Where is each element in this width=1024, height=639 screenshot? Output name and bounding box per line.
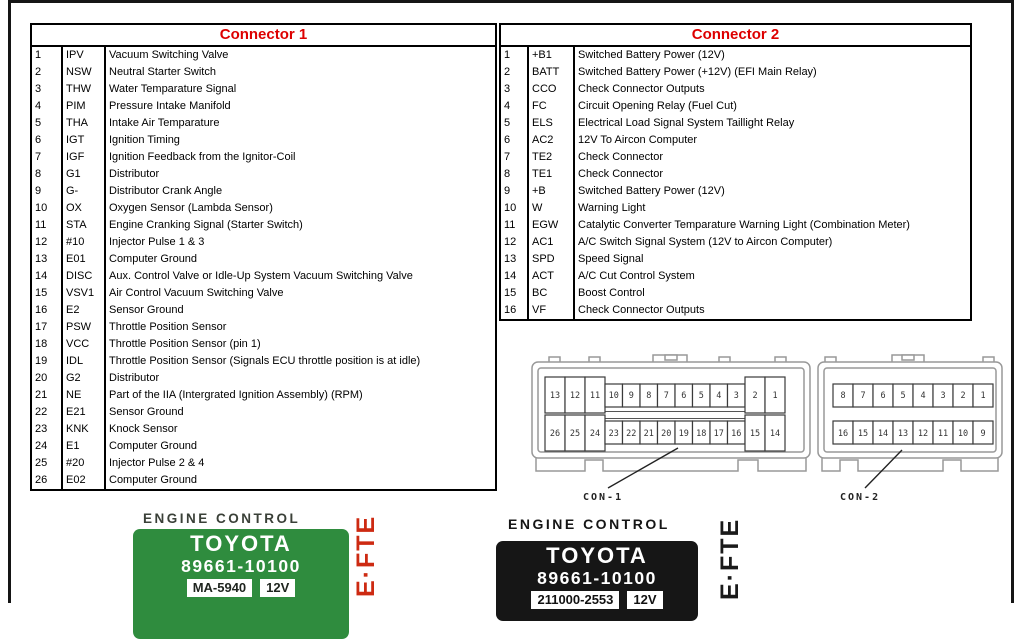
con2-label: CON-2 [840,492,881,503]
connector2-signal-description: Boost Control [578,287,645,299]
connector1-pin-number: 17 [31,319,62,336]
connector1-pin-number: 13 [31,251,62,268]
connector2-signal-description: Check Connector Outputs [578,83,705,95]
connector1-signal-description: Air Control Vacuum Switching Valve [109,287,284,299]
con1-pin-number: 17 [713,429,724,439]
connector1-pin-number: 15 [31,285,62,302]
con2-pin-number: 11 [937,429,949,439]
connector2-pin-number: 6 [500,132,528,149]
con2-pin-number: 9 [980,429,986,439]
connector2-row [500,132,971,149]
connector1-pin-number: 26 [31,472,62,490]
connector1-title: Connector 1 [31,24,496,46]
connector1-row [31,302,496,319]
connector2-pin-number: 12 [500,234,528,251]
connector1-pin-number: 10 [31,200,62,217]
con2-pin-number: 5 [900,391,906,401]
connector1-pin-number: 6 [31,132,62,149]
con1-pin-number: 5 [698,391,704,401]
connector2-row [500,166,971,183]
connector1-signal-code: KNK [62,421,105,438]
connector2-signal-description: Speed Signal [578,253,644,265]
connector2-signal-description: Switched Battery Power (+12V) (EFI Main Relay) [578,66,817,78]
connector2-signal-code: W [528,200,574,217]
connector1-signal-description: Injector Pulse 1 & 3 [109,236,205,248]
connector1-signal-description: Knock Sensor [109,423,178,435]
ecu-right-box [496,541,698,621]
connector2-pin-number: 13 [500,251,528,268]
connector2-row [500,302,971,320]
connector2-signal-code: TE2 [528,149,574,166]
connector1-pin-number: 12 [31,234,62,251]
con2-pin-number: 16 [837,429,849,439]
connector2-pin-number: 10 [500,200,528,217]
connector2-pin-number: 2 [500,64,528,81]
connector1-signal-description: Pressure Intake Manifold [109,100,231,112]
connector2-row [500,46,971,64]
ecu-right-heading: ENGINE CONTROL [508,516,670,532]
connector1-signal-description: Distributor Crank Angle [109,185,223,197]
connector1-signal-code: #20 [62,455,105,472]
connector1-signal-description: Throttle Position Sensor (pin 1) [109,338,261,350]
con1-pin-number: 13 [549,391,561,401]
connector1-signal-description: Part of the IIA (Intergrated Ignition Assembly) (RPM) [109,389,363,401]
connector1-row [31,183,496,200]
connector1-row [31,455,496,472]
connector2-signal-code: ELS [528,115,574,132]
connector1-row [31,336,496,353]
connector1-signal-description: Oxygen Sensor (Lambda Sensor) [109,202,273,214]
ecu-left-heading: ENGINE CONTROL [143,511,301,526]
connector2-signal-description: Warning Light [578,202,646,214]
connector1-signal-description: Computer Ground [109,440,198,452]
con1-pin-number: 24 [589,429,601,439]
connector2-signal-code: +B1 [528,46,574,64]
connector1-signal-code: E21 [62,404,105,421]
con2-pin-number: 15 [857,429,869,439]
ecu-left-sub-model: MA-5940 [187,579,252,597]
ecu-right-brand: TOYOTA [546,543,648,568]
con2-pin-number: 2 [960,391,966,401]
con1-pin-number: 18 [696,429,707,439]
connector2-row [500,115,971,132]
connector1-row [31,46,496,64]
connector1-signal-description: Throttle Position Sensor (Signals ECU throttle position is at idle) [109,355,421,367]
connector1-signal-code: E01 [62,251,105,268]
connector1-signal-description: Computer Ground [109,253,198,265]
connector1-signal-description: Vacuum Switching Valve [109,49,229,61]
con2-pin-number: 10 [957,429,969,439]
connector2-row [500,268,971,285]
ecu-left-part-number: 89661-10100 [181,556,301,576]
con1-pin-number: 26 [549,429,561,439]
connector1-signal-description: Intake Air Temparature [109,117,220,129]
connector1-row [31,132,496,149]
con2-pin-number: 14 [877,429,889,439]
connector1-signal-description: Distributor [109,372,160,384]
connector1-row [31,166,496,183]
connector1-signal-code: NE [62,387,105,404]
connector1-pin-number: 23 [31,421,62,438]
connector1-signal-description: Throttle Position Sensor [109,321,227,333]
con2-pin-number: 7 [860,391,866,401]
con1-pin-number: 19 [678,429,689,439]
connector2-row [500,285,971,302]
con2-pin-number: 3 [940,391,946,401]
connector1-row [31,200,496,217]
con2-pin-number: 8 [840,391,846,401]
connector1-row [31,268,496,285]
connector1-pin-number: 22 [31,404,62,421]
connector1-pin-number: 9 [31,183,62,200]
ecu-left-side-code: E·FTE [352,514,380,597]
connector2-signal-description: Catalytic Converter Temparature Warning Light (Combination Meter) [578,219,910,231]
ecu-right-part-number: 89661-10100 [537,568,657,588]
connector1-signal-description: Ignition Timing [109,134,180,146]
ecu-right-sub-voltage: 12V [627,591,662,609]
connector1-row [31,353,496,370]
connector1-row [31,217,496,234]
con2-pin-number: 13 [897,429,909,439]
con2-pin-number: 12 [917,429,929,439]
connector1-signal-description: Computer Ground [109,474,198,486]
ecu-left-box [133,529,349,639]
connector1-pin-number: 7 [31,149,62,166]
connector1-row [31,370,496,387]
connector1-signal-code: G1 [62,166,105,183]
connector1-pin-number: 16 [31,302,62,319]
con2-pin-number: 6 [880,391,886,401]
connector2-signal-code: FC [528,98,574,115]
connector2-row [500,81,971,98]
connector1-signal-code: IDL [62,353,105,370]
connector1-row [31,149,496,166]
ecu-right-side-code: E·FTE [716,517,744,600]
connector2-signal-code: ACT [528,268,574,285]
connector1-signal-code: G2 [62,370,105,387]
connector2-signal-description: Check Connector Outputs [578,304,705,316]
connector1-row [31,81,496,98]
connector2-signal-code: BATT [528,64,574,81]
connector1-row [31,438,496,455]
connector2-row [500,234,971,251]
con1-pin-number: 25 [569,429,581,439]
connector1-signal-code: VSV1 [62,285,105,302]
con1-pin-number: 12 [569,391,581,401]
connector1-pin-number: 24 [31,438,62,455]
connector2-signal-code: BC [528,285,574,302]
connector2-row [500,251,971,268]
ecu-right-sub-model: 211000-2553 [531,591,619,609]
connector1-signal-description: Neutral Starter Switch [109,66,216,78]
connector1-signal-description: Ignition Feedback from the Ignitor-Coil [109,151,296,163]
connector2-pin-number: 15 [500,285,528,302]
connector1-signal-code: #10 [62,234,105,251]
con1-pin-number: 11 [589,391,601,401]
connector1-signal-code: NSW [62,64,105,81]
connector2-signal-code: SPD [528,251,574,268]
connector2-row [500,149,971,166]
connector1-row [31,234,496,251]
connector1-row [31,421,496,438]
con1-pin-number: 14 [769,429,781,439]
connector1-signal-description: Sensor Ground [109,406,184,418]
con1-pin-number: 2 [752,391,758,401]
connector2-row [500,217,971,234]
connector1-row [31,64,496,81]
connector1-row [31,285,496,302]
connector1-signal-code: E2 [62,302,105,319]
connector1-row [31,472,496,490]
connector1-signal-description: Water Temparature Signal [109,83,237,95]
connector2-signal-description: Check Connector [578,168,663,180]
con1-pin-number: 10 [608,391,619,401]
connector2-pin-number: 8 [500,166,528,183]
connector2-signal-description: Circuit Opening Relay (Fuel Cut) [578,100,737,112]
connector2-signal-code: EGW [528,217,574,234]
con1-pin-number: 3 [733,391,739,401]
connector1-signal-description: Distributor [109,168,160,180]
connector1-pin-number: 25 [31,455,62,472]
connector2-signal-description: 12V To Aircon Computer [578,134,698,146]
connector1-signal-code: E02 [62,472,105,490]
connector2-signal-description: A/C Cut Control System [578,270,695,282]
connector1-pin-number: 21 [31,387,62,404]
connector1-pin-number: 19 [31,353,62,370]
connector2-signal-description: Check Connector [578,151,663,163]
con1-pin-number: 20 [661,429,672,439]
con1-pin-number: 7 [663,391,669,401]
connector2-signal-code: AC2 [528,132,574,149]
connector1-pin-number: 20 [31,370,62,387]
connector1-signal-description: Sensor Ground [109,304,184,316]
connector1-pin-number: 4 [31,98,62,115]
connector2-signal-code: AC1 [528,234,574,251]
connector1-row [31,387,496,404]
connector1-pin-number: 11 [31,217,62,234]
connector1-signal-code: STA [62,217,105,234]
con1-pin-number: 8 [646,391,652,401]
connector1-pin-number: 1 [31,46,62,64]
connector2-signal-code: CCO [528,81,574,98]
connector2-pin-number: 9 [500,183,528,200]
connector1-row [31,251,496,268]
connector1-pin-number: 2 [31,64,62,81]
connector1-signal-code: IGF [62,149,105,166]
connector2-signal-description: Electrical Load Signal System Taillight Relay [578,117,795,129]
con1-pin-number: 6 [681,391,687,401]
connector1-table [30,23,497,491]
connector1-signal-code: IGT [62,132,105,149]
connector1-pin-number: 8 [31,166,62,183]
connector1-row [31,115,496,132]
connector1-signal-description: Injector Pulse 2 & 4 [109,457,205,469]
connector1-pin-number: 3 [31,81,62,98]
con1-pin-number: 9 [628,391,634,401]
connector2-pin-number: 16 [500,302,528,320]
connector2-pin-number: 5 [500,115,528,132]
con1-pin-number: 15 [749,429,761,439]
connector1-pin-number: 18 [31,336,62,353]
connector2-row [500,183,971,200]
connector2-pin-number: 3 [500,81,528,98]
connector2-signal-description: Switched Battery Power (12V) [578,49,725,61]
con1-pin-number: 4 [716,391,722,401]
ecu-left-brand: TOYOTA [190,531,292,556]
connector2-signal-code: VF [528,302,574,320]
con1-label: CON-1 [583,492,624,503]
connector2-title: Connector 2 [500,24,971,46]
connector2-pin-number: 11 [500,217,528,234]
connector2-row [500,64,971,81]
connector2-signal-code: +B [528,183,574,200]
connector1-signal-code: DISC [62,268,105,285]
con1-pin-number: 22 [626,429,637,439]
ecu-label-black [488,508,764,607]
connector2-signal-description: Switched Battery Power (12V) [578,185,725,197]
connector1-signal-code: PSW [62,319,105,336]
connector1-signal-code: PIM [62,98,105,115]
ecu-label-green [133,505,395,600]
connector2-row [500,200,971,217]
connector-diagram-svg [525,353,1005,503]
connector-pin-diagram [525,353,1005,503]
ecu-left-sub-voltage: 12V [260,579,295,597]
con1-pin-number: 16 [731,429,742,439]
connector1-signal-description: Engine Cranking Signal (Starter Switch) [109,219,303,231]
connector1-signal-code: G- [62,183,105,200]
con2-pin-number: 4 [920,391,926,401]
connector2-table [499,23,972,321]
connector1-signal-code: OX [62,200,105,217]
connector2-signal-code: TE1 [528,166,574,183]
connector1-signal-code: VCC [62,336,105,353]
connector2-pin-number: 4 [500,98,528,115]
connector1-signal-code: E1 [62,438,105,455]
connector2-row [500,98,971,115]
con1-pin-number: 23 [608,429,619,439]
con1-pin-number: 21 [643,429,654,439]
connector1-pin-number: 5 [31,115,62,132]
con2-shell [818,355,1002,471]
connector1-row [31,98,496,115]
connector1-signal-code: THA [62,115,105,132]
connector1-signal-code: THW [62,81,105,98]
connector2-pin-number: 1 [500,46,528,64]
connector1-row [31,404,496,421]
connector1-signal-description: Aux. Control Valve or Idle-Up System Vacuum Switching Valve [109,270,413,282]
connector2-pin-number: 14 [500,268,528,285]
connector1-signal-code: IPV [62,46,105,64]
con1-pin-number: 1 [772,391,778,401]
connector2-signal-description: A/C Switch Signal System (12V to Aircon Computer) [578,236,833,248]
connector2-pin-number: 7 [500,149,528,166]
con2-pin-number: 1 [980,391,986,401]
connector1-row [31,319,496,336]
connector1-pin-number: 14 [31,268,62,285]
